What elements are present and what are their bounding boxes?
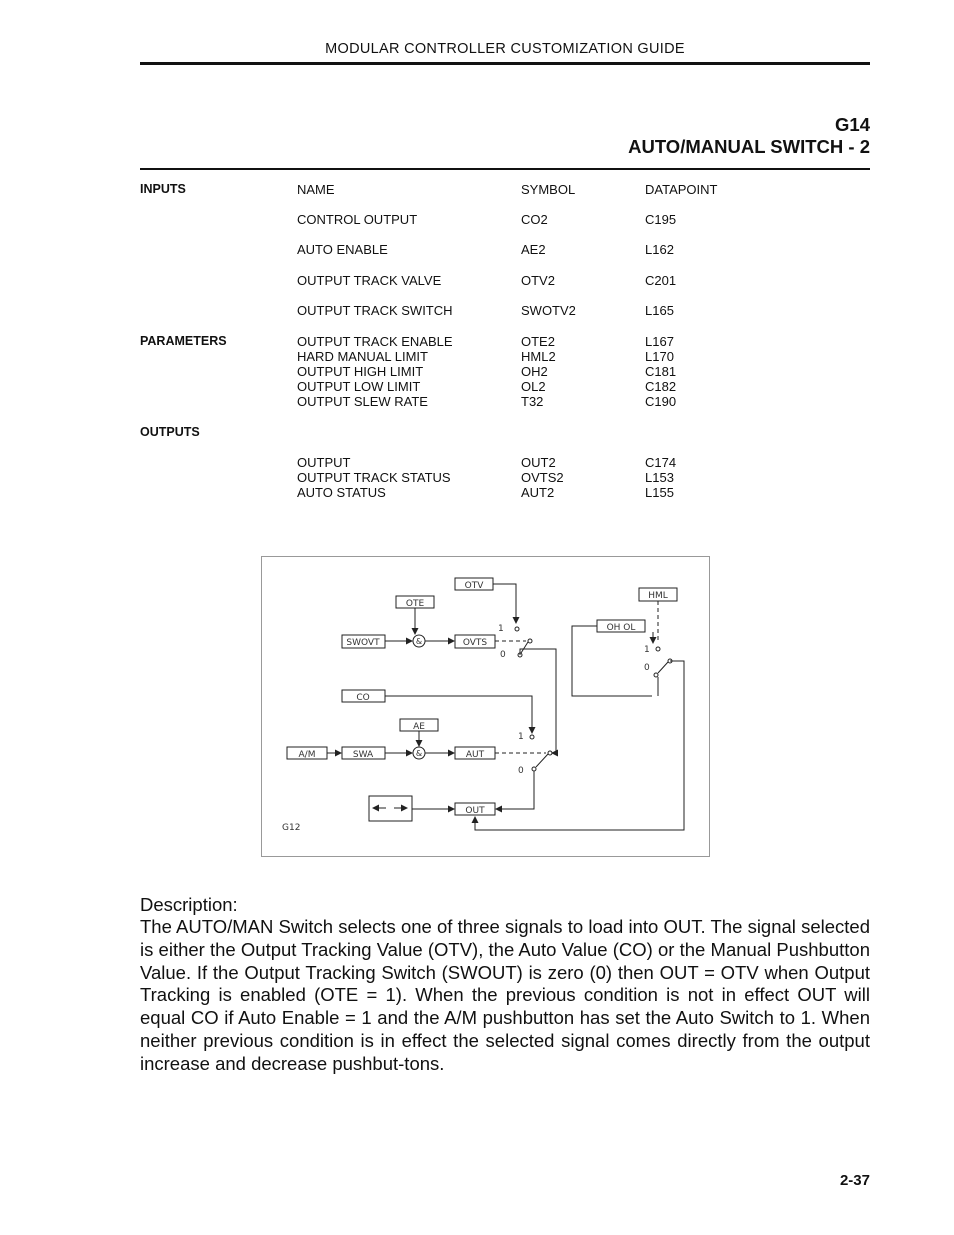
wire-switch3-out (496, 771, 534, 809)
outputs-label: OUTPUTS (140, 425, 200, 439)
description-heading: Description: (140, 894, 238, 915)
col-header-datapoint: DATAPOINT (645, 182, 718, 197)
wire-limit-loop (572, 626, 652, 696)
am-label: A/M (298, 750, 316, 760)
table-row-name: OUTPUT SLEW RATE (297, 394, 428, 409)
switch1-zero: 0 (500, 650, 506, 660)
table-row-symbol: SWOTV2 (521, 303, 576, 318)
table-row-name: AUTO ENABLE (297, 242, 388, 257)
table-row-name: HARD MANUAL LIMIT (297, 349, 428, 364)
table-row-datapoint: C181 (645, 364, 677, 379)
switch1-arm (521, 642, 528, 653)
wire-otv-switch (493, 584, 516, 623)
parameters-label: PARAMETERS (140, 334, 227, 348)
table-row-name: OUTPUT LOW LIMIT (297, 379, 421, 394)
table-row-datapoint: C182 (645, 379, 677, 394)
page-number: 2-37 (839, 1172, 870, 1189)
swovt-label: SWOVT (346, 638, 380, 648)
table-row-symbol: OTE2 (521, 334, 555, 349)
ovts-label: OVTS (462, 638, 488, 648)
table-row-name: AUTO STATUS (297, 485, 386, 500)
ote-label: OTE (405, 599, 425, 609)
switch3-contact-0 (532, 767, 536, 771)
figure-id: G12 (282, 823, 301, 833)
table-row-symbol: OH2 (521, 364, 548, 379)
table-row-symbol: OL2 (521, 379, 546, 394)
table-row-name: OUTPUT TRACK VALVE (297, 273, 442, 288)
switch1-pivot (528, 639, 532, 643)
table-row-datapoint: C195 (645, 212, 677, 227)
switch1-contact-1 (515, 627, 519, 631)
inputs-label: INPUTS (140, 182, 186, 196)
col-header-name: NAME (297, 182, 335, 197)
out-label: OUT (465, 806, 485, 816)
table-row-name: OUTPUT (297, 455, 351, 470)
table-row-datapoint: L155 (645, 485, 674, 500)
table-row-datapoint: L162 (645, 242, 674, 257)
diagram-svg (262, 557, 711, 858)
table-row-datapoint: L165 (645, 303, 674, 318)
table-row-symbol: OTV2 (521, 273, 555, 288)
table-row-datapoint: L153 (645, 470, 674, 485)
section-title: AUTO/MANUAL SWITCH - 2 (628, 136, 870, 157)
switch2-contact-0 (654, 673, 658, 677)
table-row-name: OUTPUT TRACK SWITCH (297, 303, 453, 318)
co-label: CO (356, 693, 370, 703)
table-row-name: OUTPUT TRACK STATUS (297, 470, 451, 485)
wire-co-switch3 (385, 696, 532, 733)
table-row-symbol: AUT2 (521, 485, 555, 500)
table-row-symbol: CO2 (521, 212, 548, 227)
table-row-datapoint: C190 (645, 394, 677, 409)
table-row-name: OUTPUT HIGH LIMIT (297, 364, 424, 379)
table-row-symbol: HML2 (521, 349, 556, 364)
switch3-pivot (548, 751, 552, 755)
table-row-symbol: AE2 (521, 242, 546, 257)
swa-label: SWA (352, 750, 374, 760)
description-body: The AUTO/MAN Switch selects one of three signals to load into OUT. The signal selected is either the Output Tracking Value (OTV), the Auto Value (CO) or the Manual Pushbutton Value. If the Output Tracking Switch (SWOUT) is zero (0) then OUT = OTV when Output Tracking is enabled (OTE = 1). When the previous condition is not in effect OUT will equal CO if Auto Enable = 1 and the A/M pushbutton has set the Auto Switch to 1. When neither previous condition is in effect the selected signal comes directly from the output increase and decrease pushbut-tons. (140, 916, 870, 1074)
col-header-symbol: SYMBOL (521, 182, 576, 197)
table-row-datapoint: C201 (645, 273, 677, 288)
auto-manual-switch-diagram (261, 556, 710, 857)
wire-feedback-out (475, 661, 684, 830)
table-row-datapoint: L167 (645, 334, 674, 349)
table-row-symbol: T32 (521, 394, 544, 409)
section-code: G14 (835, 114, 870, 135)
switch3-arm (536, 754, 548, 767)
table-row-datapoint: C174 (645, 455, 677, 470)
running-header: MODULAR CONTROLLER CUSTOMIZATION GUIDE (325, 41, 685, 57)
and-label-1: & (415, 637, 423, 646)
switch3-zero: 0 (518, 766, 524, 776)
hml-label: HML (648, 591, 668, 601)
table-row-symbol: OVTS2 (521, 470, 564, 485)
switch3-one: 1 (518, 732, 524, 742)
header-rule (140, 62, 870, 65)
switch2-arm (658, 662, 668, 673)
aut-label: AUT (465, 750, 485, 760)
table-row-datapoint: L170 (645, 349, 674, 364)
table-row-name: CONTROL OUTPUT (297, 212, 418, 227)
table-row-symbol: OUT2 (521, 455, 556, 470)
switch2-contact-1 (656, 647, 660, 651)
wire-switch1-switch3 (520, 649, 556, 753)
switch2-zero: 0 (644, 663, 650, 673)
and-label-2: & (415, 749, 423, 758)
switch3-contact-1 (530, 735, 534, 739)
ohol-label: OH OL (606, 623, 636, 633)
otv-label: OTV (464, 581, 484, 591)
ae-label: AE (413, 722, 425, 732)
section-rule (140, 168, 870, 170)
switch1-one: 1 (498, 624, 504, 634)
switch2-one: 1 (644, 645, 650, 655)
table-row-name: OUTPUT TRACK ENABLE (297, 334, 453, 349)
